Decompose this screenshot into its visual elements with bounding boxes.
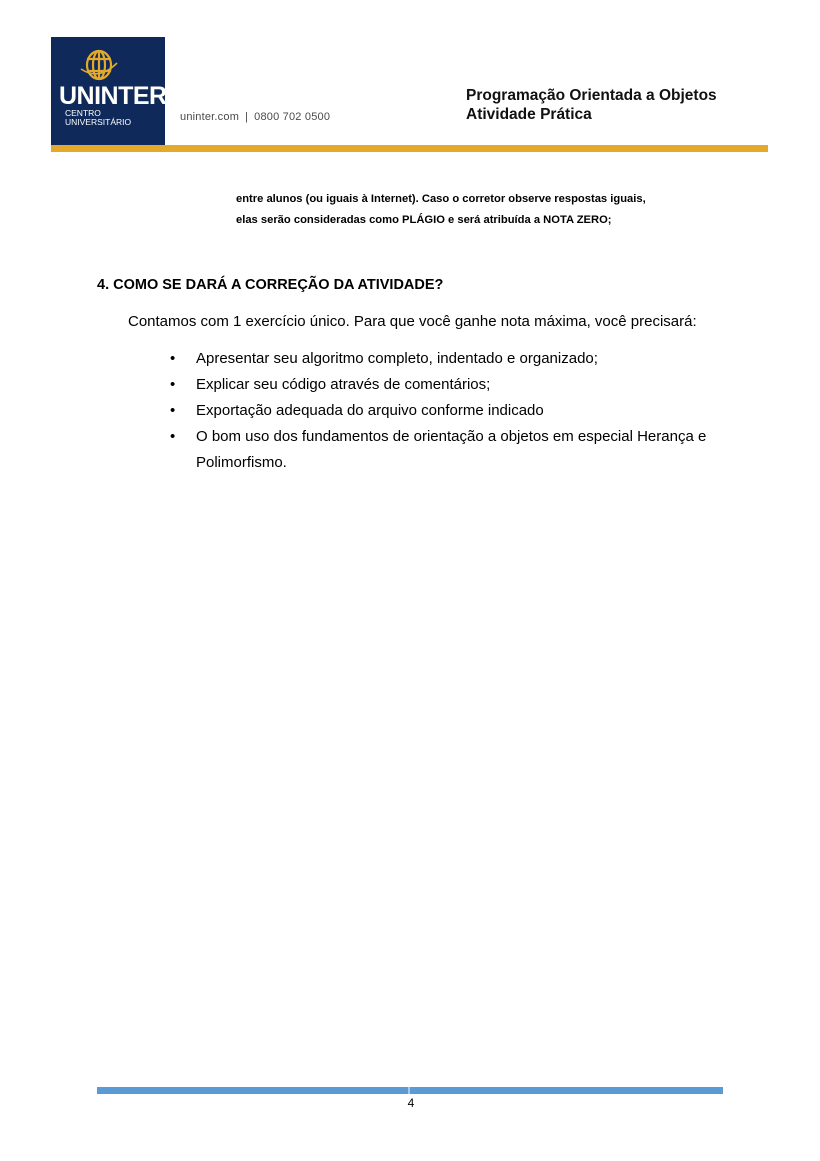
list-item-text: Explicar seu código através de comentários; [196,376,491,393]
footer-divider [97,1087,723,1094]
list-item [170,398,730,424]
list-item-text: O bom uso dos fundamentos de orientação a objetos em especial Herança e Polimorfismo. [196,428,707,471]
logo-wordmark: UNINTER [59,82,167,110]
logo-subtitle [65,109,165,127]
requirements-list [170,346,730,476]
note-line-1: entre alunos (ou iguais à Internet). Caso o corretor observe respostas iguais, [236,193,646,205]
list-item-text: Apresentar seu algoritmo completo, indentado e organizado; [196,350,598,367]
list-item [170,372,730,398]
logo-subtitle-line2: UNIVERSITÁRIO [65,117,132,127]
logo-subtitle-line1: CENTRO [65,108,101,118]
document-title [466,86,717,124]
website-text: uninter.com [180,111,240,123]
list-item [170,346,730,372]
bullet-icon: • [170,402,176,419]
header-divider [51,145,768,152]
note-line-2: elas serão consideradas como PLÁGIO e será atribuída a NOTA ZERO; [236,214,612,226]
footer-divider-notch [408,1087,410,1094]
list-item [170,424,730,476]
phone-text: 0800 702 0500 [254,111,331,123]
plagiarism-note [236,189,706,231]
course-title: Programação Orientada a Objetos [466,87,717,104]
page-number: 4 [407,1096,415,1110]
list-item-text: Exportação adequada do arquivo conforme indicado [196,402,544,419]
section-heading: 4. COMO SE DARÁ A CORREÇÃO DA ATIVIDADE? [97,277,444,293]
contact-separator: | [245,111,249,123]
uninter-logo [51,37,165,148]
activity-title: Atividade Prática [466,106,592,123]
bullet-icon: • [170,350,176,367]
bullet-icon: • [170,428,176,445]
contact-info [180,111,330,123]
globe-icon [79,47,119,83]
bullet-icon: • [170,376,176,393]
intro-paragraph: Contamos com 1 exercício único. Para que você ganhe nota máxima, você precisará: [128,313,697,330]
